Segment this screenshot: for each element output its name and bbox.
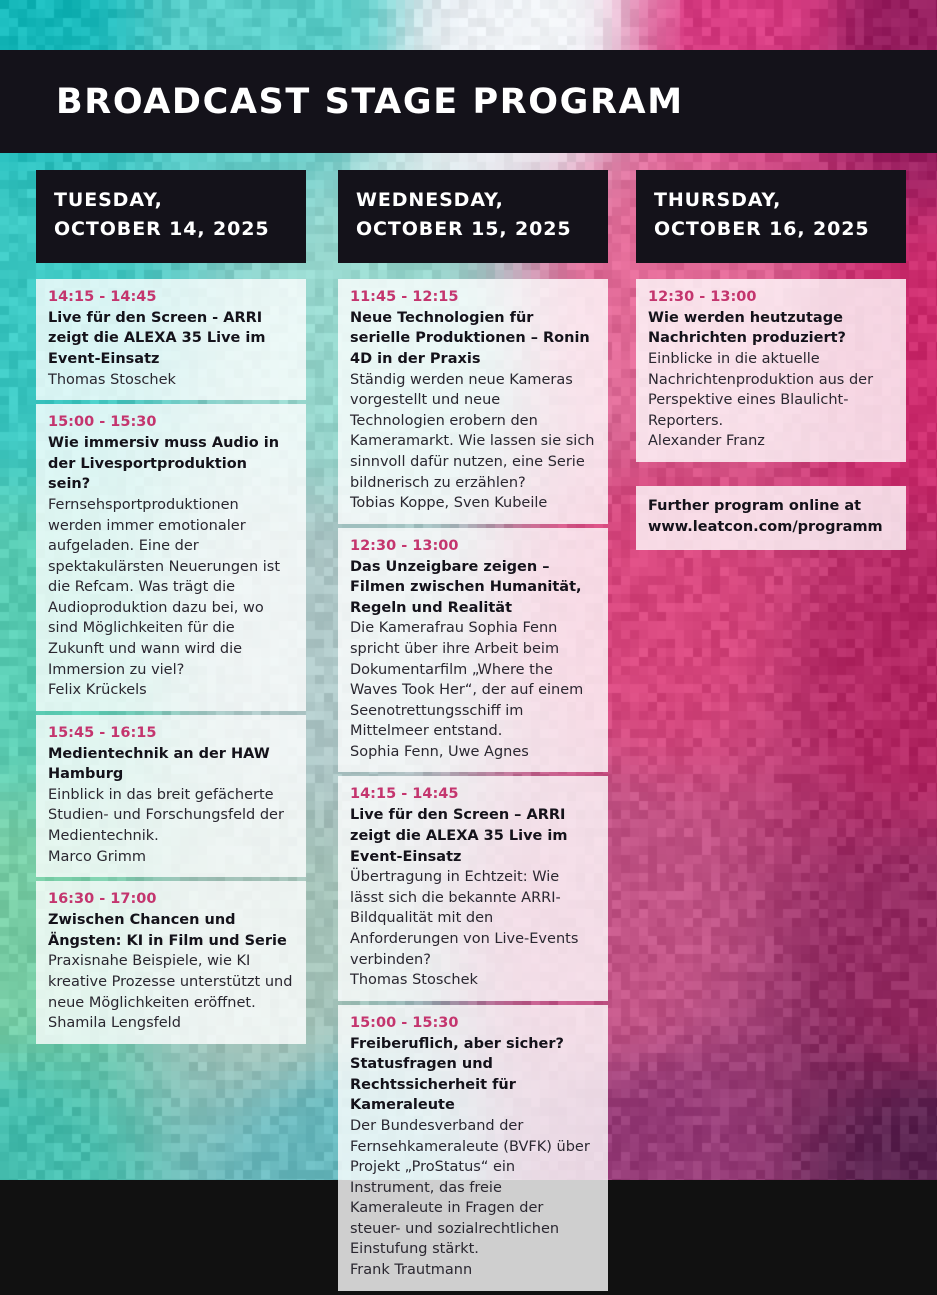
session-description: Der Bundesverband der Fernsehkameraleute (BVFK) über Projekt „ProStatus“ ein Instrument, das freie Kameraleute in Fragen der steuer- und sozialrechtlichen Einstufung stärkt. (350, 1118, 590, 1258)
session-description: Die Kamerafrau Sophia Fenn spricht über ihre Arbeit beim Dokumentarfilm „Where the Waves Took Her“, der auf einem Seenotrettungsschiff im Mittelmeer entstand. (350, 620, 584, 740)
session-title: Neue Technologien für serielle Produktionen – Ronin 4D in der Praxis (350, 309, 590, 368)
session-title: Wie immersiv muss Audio in der Livesportproduktion sein? (48, 435, 280, 493)
session-time: 12:30 - 13:00 (648, 288, 757, 305)
session-description: Praxisnahe Beispiele, wie KI kreative Prozesse unterstützt und neue Möglichkeiten eröffnet. (48, 953, 293, 1011)
session-card[interactable] (36, 881, 306, 1043)
session-description: Übertragung in Echtzeit: Wie lässt sich die bekannte ARRI-Bildqualität mit den Anforderungen von Live-Events verbinden? (350, 869, 579, 968)
day-header-line1: WEDNESDAY, (356, 189, 504, 211)
day-header-line2: OCTOBER 16, 2025 (654, 218, 870, 241)
session-speakers: Shamila Lengsfeld (48, 1015, 181, 1032)
session-card[interactable] (36, 279, 306, 400)
session-time: 16:30 - 17:00 (48, 891, 157, 908)
further-program-note-line1: Further program online at (648, 497, 862, 514)
session-card[interactable] (338, 776, 608, 1000)
session-description: Einblicke in die aktuelle Nachrichtenproduktion aus der Perspektive eines Blaulicht-Reporters. (648, 351, 874, 429)
session-speakers: Sophia Fenn, Uwe Agnes (350, 743, 529, 760)
day-column-thursday (636, 170, 906, 550)
session-card[interactable] (338, 1005, 608, 1291)
session-description: Einblick in das breit gefächerte Studien- und Forschungsfeld der Medientechnik. (48, 786, 284, 845)
session-description: Ständig werden neue Kameras vorgestellt und neue Technologien erobern den Kameramarkt. Wie lassen sie sich sinnvoll dafür nutzen, eine Serie bildnerisch zu erzählen? (350, 371, 595, 491)
session-speakers: Tobias Koppe, Sven Kubeile (350, 495, 548, 512)
session-speakers: Alexander Franz (648, 433, 765, 450)
session-time: 11:45 - 12:15 (350, 288, 459, 305)
session-title: Das Unzeigbare zeigen – Filmen zwischen Humanität, Regeln und Realität (350, 558, 582, 616)
session-title: Live für den Screen - ARRI zeigt die ALEXA 35 Live im Event-Einsatz (48, 309, 266, 368)
session-time: 15:00 - 15:30 (350, 1014, 459, 1031)
session-card[interactable] (338, 528, 608, 773)
day-column-wednesday (338, 170, 608, 1295)
day-header-wednesday (338, 170, 608, 263)
session-title: Live für den Screen – ARRI zeigt die ALEXA 35 Live im Event-Einsatz (350, 807, 568, 865)
session-card[interactable] (636, 279, 906, 462)
day-header-line1: THURSDAY, (654, 189, 782, 211)
session-title: Zwischen Chancen und Ängsten: KI in Film und Serie (48, 912, 287, 949)
session-speakers: Felix Krückels (48, 682, 147, 699)
session-list-thursday (636, 279, 906, 466)
day-column-tuesday (36, 170, 306, 1048)
session-time: 15:45 - 16:15 (48, 724, 157, 741)
further-program-url[interactable]: www.leatcon.com/programm (648, 518, 883, 535)
session-title: Freiberuflich, aber sicher? Statusfragen und Rechtssicherheit für Kameraleute (350, 1035, 564, 1114)
session-description: Fernsehsportproduktionen werden immer emotionaler aufgeladen. Eine der spektakulärsten Neuerungen ist die Refcam. Was trägt die Audioproduktion dazu bei, wo sind Möglichkeiten für die Zukunft und wann wird die Immersion zu viel? (48, 496, 281, 678)
session-card[interactable] (36, 404, 306, 711)
day-header-tuesday (36, 170, 306, 263)
session-time: 12:30 - 13:00 (350, 537, 459, 554)
day-header-line1: TUESDAY, (54, 189, 163, 211)
session-speakers: Thomas Stoschek (350, 972, 478, 989)
session-time: 14:15 - 14:45 (48, 288, 157, 305)
further-program-note (636, 486, 906, 550)
page-title-banner (0, 50, 937, 153)
day-header-line2: OCTOBER 15, 2025 (356, 218, 572, 241)
session-card[interactable] (36, 715, 306, 877)
session-time: 14:15 - 14:45 (350, 786, 459, 803)
program-columns (0, 170, 937, 1295)
session-speakers: Thomas Stoschek (48, 371, 176, 388)
session-title: Wie werden heutzutage Nachrichten produziert? (648, 309, 846, 347)
day-header-thursday (636, 170, 906, 263)
day-header-line2: OCTOBER 14, 2025 (54, 218, 270, 241)
session-list-wednesday (338, 279, 608, 1295)
session-time: 15:00 - 15:30 (48, 414, 157, 431)
session-card[interactable] (338, 279, 608, 524)
session-speakers: Marco Grimm (48, 848, 146, 865)
session-title: Medientechnik an der HAW Hamburg (48, 745, 270, 783)
session-speakers: Frank Trautmann (350, 1262, 473, 1279)
session-list-tuesday (36, 279, 306, 1048)
page-title: BROADCAST STAGE PROGRAM (56, 81, 684, 122)
